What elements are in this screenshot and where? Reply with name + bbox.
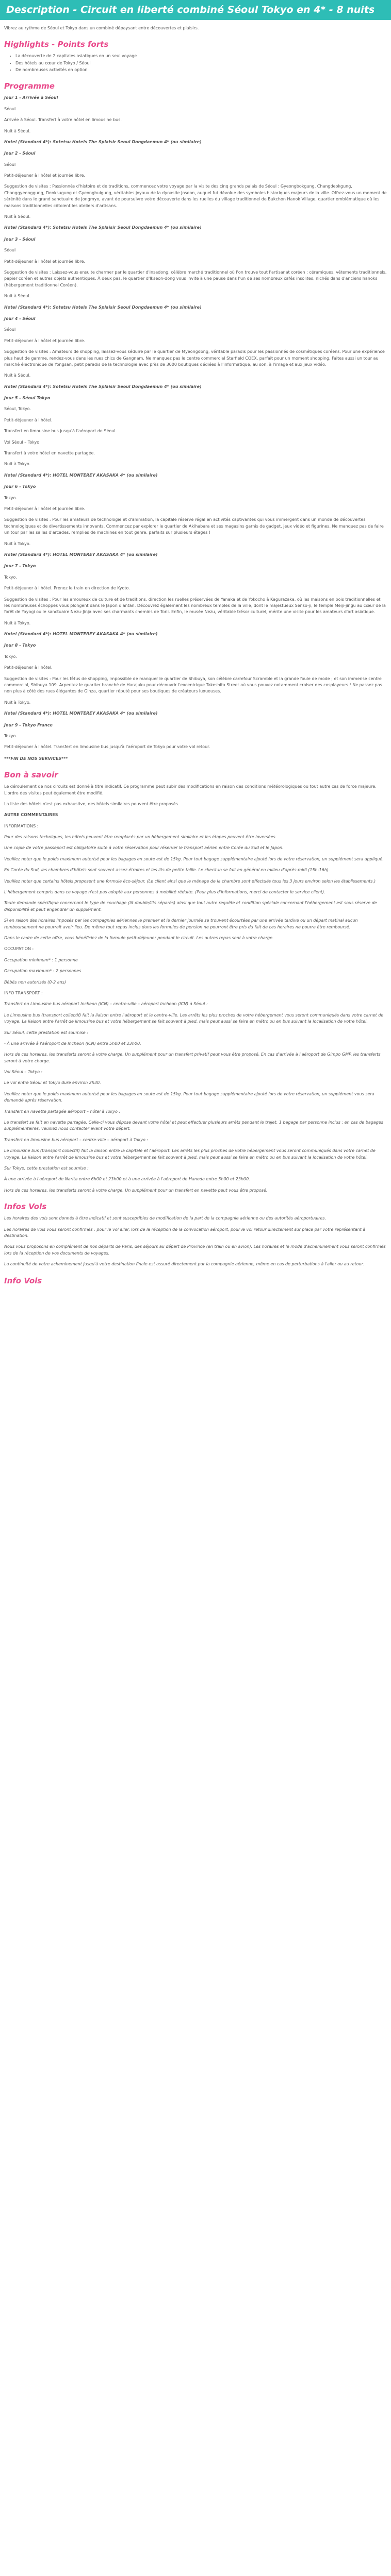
- day-text: Nuit à Séoul.: [4, 373, 31, 378]
- day-text: Nuit à Séoul.: [4, 128, 31, 133]
- day-hotel: Hotel (Standard 4*): HOTEL MONTEREY AKASAKA 4* (ou similaire): [4, 472, 158, 478]
- transport-paragraph: À une arrivée à l'aéroport de Narita entre 6h00 et 23h00 et à une arrivée à l'aéroport de Haneda entre 5h00 et 23h00.: [4, 1177, 250, 1182]
- day-text: Suggestion de visites : Pour les amoureux de culture et de traditions, direction les ruelles préservées de Yanaka et de Yokocho à Kagurazaka, où les maisons en bois traditionnelles et les nombreuses échoppes vous plongent dans le Japon d'antan. Découvrez également les nombreux temples de la ville, dont le majestueux Senso-ji, le temple Meiji-jingu au cœur de la forêt de Yoyogi ou le sanctuaire Nezu-Jinja avec ses charmants chemins de Torii. Enfin, le musée Nezu, véritable trésor culturel, mérite une visite pour les amateurs d'art asiatique.: [4, 597, 386, 615]
- highlight-item: • Des hôtels au cœur de Tokyo / Séoul: [15, 60, 387, 66]
- occupation-line: Occupation maximum* : 2 personnes: [4, 969, 82, 974]
- day-text: Petit-déjeuner à l'hôtel et journée libre.: [4, 173, 86, 178]
- program-day: [4, 95, 387, 145]
- day-text: Suggestion de visites : Amateurs de shopping, laissez-vous séduire par le quartier de Myeongdong, véritable paradis pour les passionnés de cosmétiques coréens. Pour une expérience plus haut de gamme, rendez-vous dans les rues chics de Gangnam. Ne manquez pas le centre commercial Starfield COEX, parfait pour un moment shopping. Faites aussi un tour au marché électronique de Yongsan, petit paradis de la technologie avec près de 3000 boutiques dédiées à l'informatique, au son, à l'image et aux jeux vidéo.: [4, 349, 385, 367]
- day-text: Nuit à Séoul.: [4, 214, 31, 219]
- day-text: Petit-déjeuner à l'hôtel et journée libre.: [4, 506, 86, 511]
- day-text: Séoul: [4, 106, 16, 111]
- day-title: Jour 6 - Tokyo: [4, 484, 36, 489]
- program-days: [4, 95, 387, 750]
- content: [0, 20, 391, 1285]
- day-text: Nuit à Tokyo.: [4, 462, 31, 467]
- informations-heading: INFORMATIONS :: [4, 823, 39, 828]
- transport-paragraph: Transfert en limousine bus aéroport – centre-ville – aéroport à Tokyo :: [4, 1137, 149, 1142]
- highlights-list: [4, 53, 387, 73]
- information-paragraph: Une copie de votre passeport est obligatoire suite à votre réservation pour réserver le transport aérien entre Corée du Sud et le Japon.: [4, 845, 284, 851]
- highlight-item: • De nombreuses activités en option: [15, 67, 387, 73]
- day-text: Nuit à Tokyo.: [4, 620, 31, 625]
- day-text: Suggestion de visites : Pour les fêtus de shopping, impossible de manquer le quartier de Shibuya, son célèbre carrefour Scramble et la grande foule de mode ; et son immense centre commercial, Shibuya 109. Arpentez le quartier branché de Harajuku pour découvrir l'excentrique Takeshita Street où vous pouvez notamment croiser des cosplayeurs ! Ne passez pas non plus à côté des rues élégantes de Ginza, quartier réputé pour ses boutiques de créateurs luxueuses.: [4, 676, 382, 694]
- day-text: Arrivée à Séoul. Transfert à votre hôtel en limousine bus.: [4, 117, 122, 123]
- information-paragraph: En Corée du Sud, les chambres d'hôtels sont souvent assez étroites et les lits de petite taille. Le check-in se fait en général en milieu d'après-midi (15h-16h).: [4, 868, 330, 873]
- information-paragraph: Pour des raisons techniques, les hôtels peuvent être remplacés par un hébergement similaire et les étapes peuvent être inversées.: [4, 835, 277, 840]
- day-text: Suggestion de visites : Passionnés d'histoire et de traditions, commencez votre voyage par la visite des cinq grands palais de Séoul : Gyeongbokgung, Changdeokgung, Changgyeonggung, Deoksugung et Gyeonghuigung, véritables joyaux de la dynastie Joseon, auquel fut dévolue des symboles historiques majeurs de la ville. Offrez-vous un moment de sérénité dans le grand sanctuaire de Jongmyo, avant de poursuivre votre découverte dans les ruelles du village traditionnel de Bukchon Hanok Village, quartier emblématique où les maisons traditionnelles côtoient les ateliers d'artisans.: [4, 184, 387, 208]
- information-paragraph: Dans le cadre de cette offre, vous bénéficiez de la formule petit-déjeuner pendant le circuit. Les autres repas sont à votre charge.: [4, 936, 274, 940]
- day-text: Tokyo.: [4, 733, 17, 738]
- program-day: [4, 642, 387, 717]
- transport-paragraph: Hors de ces horaires, les transferts seront à votre charge. Un supplément pour un transfert privatif peut vous être proposé. En cas d'arrivée à l'aéroport de Gimpo GMP, les transferts seront à votre charge.: [4, 1052, 381, 1063]
- program-day: [4, 722, 387, 751]
- transport-paragraph: Hors de ces horaires, les transferts seront à votre charge. Un supplément pour un transfert en navette peut vous être proposé.: [4, 1188, 268, 1193]
- transport-paragraph: Le limousine bus (transport collectif) fait la liaison entre la capitale et l'aéroport. Les arrêts les plus proches de votre hébergement vous seront communiqués dans votre carnet de voyage. La liaison entre l'arrêt de limousine bus et votre hébergement se fait souvent à pied, mais peut aussi se faire en métro ou en bus suivant la localisation de votre hôtel.: [4, 1148, 376, 1160]
- day-text: Transfert à votre hôtel en navette partagée.: [4, 451, 95, 456]
- day-text: Suggestion de visites : Pour les amateurs de technologie et d'animation, la capitale réserve régal en activités captivantes qui vous immergent dans un monde de découvertes technologiques et de divertissements innovants. Commencez par explorer le quartier de Akihabara et ses magasins garnis de gadget, jeux vidéo et figurines. Ne manquez pas de faire un tour par les salles d'arcades, remplies de machines en tout genre, parfaits sur plusieurs étages !: [4, 517, 384, 535]
- occupation-heading: OCCUPATION :: [4, 946, 34, 952]
- program-day: [4, 316, 387, 390]
- day-text: Tokyo.: [4, 654, 17, 659]
- information-paragraph: L'hébergement compris dans ce voyage n'est pas adapté aux personnes à mobilité réduite. (Pour plus d'informations, merci de contacter le service client).: [4, 890, 325, 895]
- day-text: Nuit à Séoul.: [4, 294, 31, 299]
- infos-vols-paragraph: Nous vous proposons en complément de nos départs de Paris, des séjours au départ de Province (en train ou en avion). Les horaires et le mode d'acheminement vous seront confirmés lors de la réception de vos documents de voyages.: [4, 1244, 386, 1256]
- infos-vols-heading: Infos Vols: [4, 1202, 47, 1212]
- day-text: Nuit à Tokyo.: [4, 541, 31, 546]
- transport-paragraph: Sur Séoul, cette prestation est soumise :: [4, 1030, 88, 1035]
- program-day: [4, 236, 387, 311]
- transport-paragraph: Vol Séoul – Tokyo :: [4, 1070, 43, 1075]
- program-day: [4, 563, 387, 637]
- day-title: Jour 3 - Séoul: [4, 236, 36, 242]
- day-text: Petit-déjeuner à l'hôtel et journée libre.: [4, 259, 86, 264]
- highlight-item: • La découverte de 2 capitales asiatiques en un seul voyage: [15, 53, 387, 59]
- day-hotel: Hotel (Standard 4*): Sotetsu Hotels The Splaisir Seoul Dongdaemun 4* (ou similaire): [4, 139, 202, 144]
- day-text: Séoul: [4, 327, 16, 332]
- day-hotel: Hotel (Standard 4*): HOTEL MONTEREY AKASAKA 4* (ou similaire): [4, 552, 158, 557]
- program-heading: Programme: [4, 81, 55, 91]
- infos-vols-paragraph: Les horaires des vols sont donnés à titre indicatif et sont susceptibles de modification de la part de la compagnie aérienne ou des autorités aéroportuaires.: [4, 1216, 327, 1221]
- day-hotel: Hotel (Standard 4*): Sotetsu Hotels The Splaisir Seoul Dongdaemun 4* (ou similaire): [4, 225, 202, 230]
- day-text: Nuit à Tokyo.: [4, 700, 31, 705]
- informations-list: [4, 834, 387, 941]
- transport-paragraph: Le Limousine bus (transport collectif) fait la liaison entre l'aéroport et le centre-ville. Les arrêts les plus proches de votre hébergement vous seront communiqués dans votre carnet de voyage. La liaison entre l'arrêt de limousine bus et votre hébergement se fait souvent à pied, mais peut aussi se faire en métro ou en bus suivant la localisation de votre hôtel.: [4, 1012, 384, 1024]
- day-hotel: Hotel (Standard 4*): Sotetsu Hotels The Splaisir Seoul Dongdaemun 4* (ou similaire): [4, 384, 202, 389]
- information-paragraph: Toute demande spécifique concernant le type de couchage (lit double/lits séparés) ainsi que tout autre requête et condition spéciale concernant l'hébergement est sous réserve de disponibilité et peut engendrer un supplément.: [4, 901, 377, 912]
- intro-text: Vibrez au rythme de Séoul et Tokyo dans un combiné dépaysant entre découvertes et plaisirs.: [4, 25, 199, 30]
- day-text: Tokyo.: [4, 495, 17, 500]
- day-text: Suggestion de visites : Laissez-vous ensuite charmer par le quartier d'Insadong, célèbre marché traditionnel où l'on trouve tout l'artisanat coréen : céramiques, vêtements traditionnels, papier coréen et autres objets authentiques. À deux pas, le quartier d'Ikseon-dong vous invite à une pause dans l'un de ses nombreux cafés insolites, nichés dans d'anciens hanoks (hébergement traditionnel Coréen).: [4, 270, 387, 287]
- program-day: [4, 395, 387, 479]
- infos-vols-list: [4, 1215, 387, 1267]
- transport-paragraph: Le transfert se fait en navette partagée. Celle-ci vous dépose devant votre hôtel et peut effectuer plusieurs arrêts pendant le trajet. 1 bagage par personne inclus ; en cas de bagages supplémentaires, veuillez nous contacter avant votre départ.: [4, 1120, 383, 1131]
- day-title: Jour 2 - Séoul: [4, 151, 36, 156]
- program-day: [4, 484, 387, 558]
- information-paragraph: Si en raison des horaires imposés par les compagnies aériennes le premier et le dernier journée se trouvent écourtées par une arrivée tardive ou un départ matinal aucun remboursement ne pourrait avoir lieu. De même tout repas inclus dans les formules de pension ne pourront être pris du fait de ces horaires ne pourra être remboursé.: [4, 918, 358, 929]
- page-title: Description - Circuit en liberté combiné Séoul Tokyo en 4* - 8 nuits: [0, 0, 391, 20]
- day-text: Vol Séoul – Tokyo: [4, 439, 40, 445]
- day-text: Petit-déjeuner à l'hôtel. Transfert en limousine bus jusqu'à l'aéroport de Tokyo pour votre vol retour.: [4, 744, 210, 750]
- day-text: Transfert en limousine bus jusqu'à l'aéroport de Séoul.: [4, 429, 117, 434]
- transport-paragraph: Veuillez noter que le poids maximum autorisé pour les bagages en soute est de 15kg. Pour tout bagage supplémentaire ajouté lors de votre réservation, un supplément vous sera demandé après réservation.: [4, 1091, 374, 1103]
- info-vols-footer-heading: Info Vols: [4, 1276, 42, 1285]
- day-title: Jour 1 - Arrivée à Séoul: [4, 95, 58, 100]
- day-title: Jour 7 - Tokyo: [4, 564, 36, 569]
- occupation-line: Occupation minimum* : 1 personne: [4, 957, 78, 962]
- bon-a-savoir-heading: Bon à savoir: [4, 770, 58, 780]
- day-text: Petit-déjeuner à l'hôtel et journée libre.: [4, 338, 86, 343]
- program-day: [4, 150, 387, 231]
- transport-list: [4, 1001, 387, 1194]
- day-title: Jour 5 - Séoul Tokyo: [4, 396, 51, 401]
- day-title: Jour 8 - Tokyo: [4, 643, 36, 648]
- transport-paragraph: - À une arrivée à l'aéroport de Incheon (ICN) entre 5h00 et 23h00.: [4, 1041, 141, 1046]
- infos-vols-paragraph: Les horaires de vols vous seront confirmés : pour le vol aller, lors de la réception de la convocation aéroport, pour le vol retour directement sur place par votre représentant à destination.: [4, 1227, 366, 1238]
- additional-comments-heading: AUTRE COMMENTAIRES: [4, 812, 58, 818]
- day-text: Séoul: [4, 162, 16, 167]
- occupation-line: Bébés non autorisés (0-2 ans): [4, 979, 67, 985]
- day-title: Jour 4 - Séoul: [4, 316, 36, 321]
- transport-paragraph: Transfert en navette partagée aéroport – hôtel à Tokyo :: [4, 1109, 121, 1114]
- day-text: Petit-déjeuner à l'hôtel.: [4, 665, 53, 670]
- highlights-heading: Highlights - Points forts: [4, 40, 109, 49]
- infos-vols-paragraph: La continuité de votre acheminement jusqu'à votre destination finale est assuré directement par la compagnie aérienne, même en cas de perturbations à l'aller ou au retour.: [4, 1262, 364, 1267]
- day-text: Petit-déjeuner à l'hôtel.: [4, 417, 53, 422]
- transport-heading: INFO TRANSPORT :: [4, 990, 43, 995]
- day-text: Tokyo.: [4, 574, 17, 580]
- information-paragraph: Veuillez noter que certains hôtels proposent une formule éco-séjour. (Le client ainsi que le ménage de la chambre sont effectués tous les 3 jours environ selon les établissements.): [4, 878, 376, 884]
- day-hotel: Hotel (Standard 4*): HOTEL MONTEREY AKASAKA 4* (ou similaire): [4, 711, 158, 716]
- day-hotel: Hotel (Standard 4*): Sotetsu Hotels The Splaisir Seoul Dongdaemun 4* (ou similaire): [4, 304, 202, 310]
- day-hotel: Hotel (Standard 4*): HOTEL MONTEREY AKASAKA 4* (ou similaire): [4, 632, 158, 637]
- bon-a-savoir-paragraph: La liste des hôtels n'est pas exhaustive, des hôtels similaires peuvent être proposés.: [4, 801, 180, 806]
- bon-a-savoir-paragraph: Le déroulement de nos circuits est donné à titre indicatif. Ce programme peut subir des modifications en raison des conditions météorologiques ou tout autre cas de force majeure. L'ordre des visites peut également être modifié.: [4, 784, 377, 795]
- day-title: Jour 9 - Tokyo France: [4, 722, 53, 727]
- transport-paragraph: Sur Tokyo, cette prestation est soumise :: [4, 1165, 89, 1171]
- information-paragraph: Veuillez noter que le poids maximum autorisé pour les bagages en soute est de 15kg. Pour tout bagage supplémentaire ajouté lors de votre réservation, un supplément sera appliqué.: [4, 856, 384, 861]
- transport-paragraph: Transfert en Limousine bus aéroport Incheon (ICN) – centre-ville – aéroport Incheon (ICN) à Séoul :: [4, 1002, 208, 1007]
- day-text: Séoul, Tokyo.: [4, 406, 31, 412]
- occupation-list: [4, 957, 387, 986]
- day-text: Séoul: [4, 248, 16, 253]
- transport-paragraph: Le vol entre Séoul et Tokyo dure environ 2h30.: [4, 1080, 101, 1086]
- day-text: Petit-déjeuner à l'hôtel. Prenez le train en direction de Kyoto.: [4, 586, 130, 591]
- end-of-services: ***FIN DE NOS SERVICES***: [4, 756, 68, 761]
